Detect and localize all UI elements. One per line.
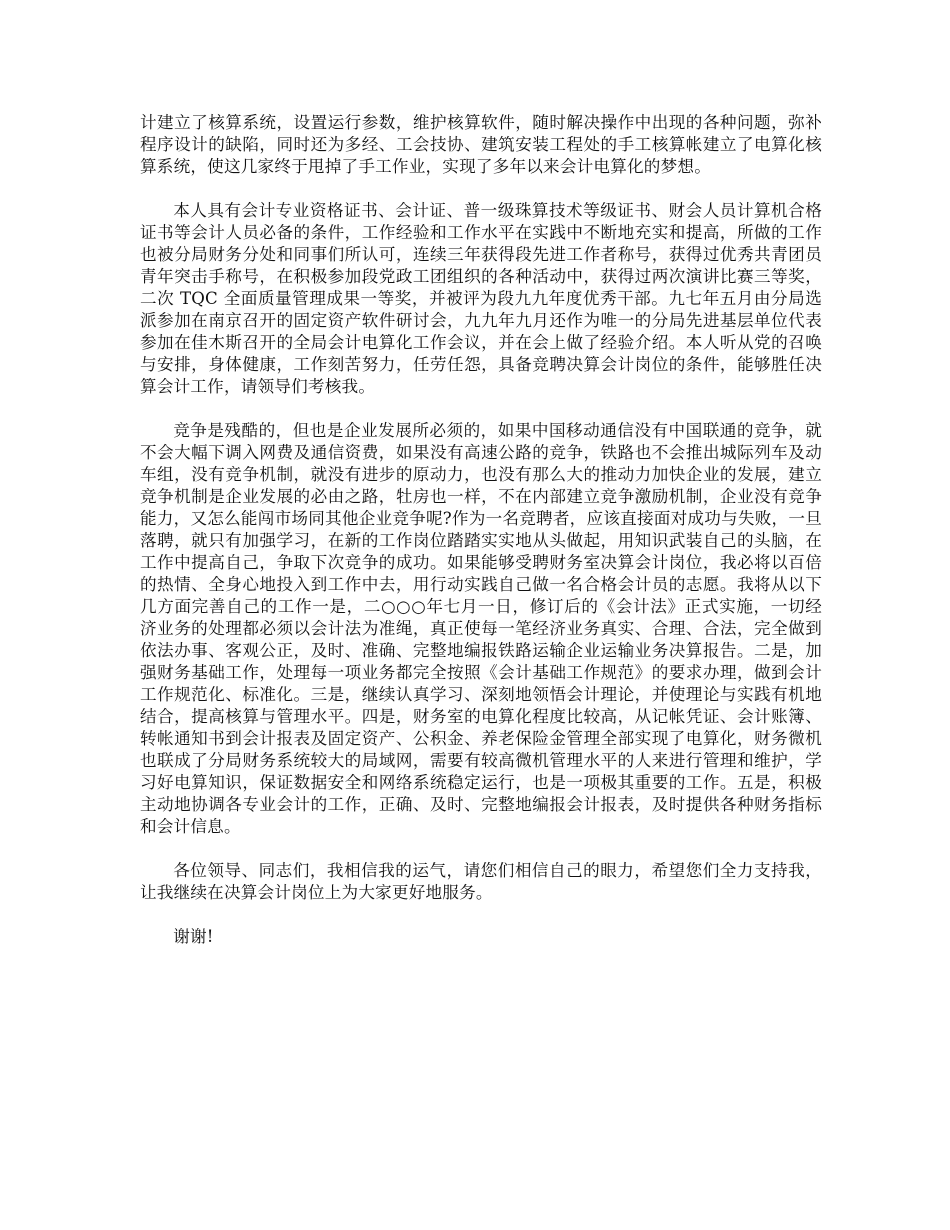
paragraph-qualifications: 本人具有会计专业资格证书、会计证、普一级珠算技术等级证书、财会人员计算机合格证书等会计人员必备的条件，工作经验和工作水平在实践中不断地充实和提高，所做的工作也被分局财务分处和同事们所认可，连续三年获得段先进工作者称号，获得过优秀共青团员青年突击手称号，在积极参加段党政工团组织的各种活动中，获得过两次演讲比赛三等奖，二次 TQC 全面质量管理成果一等奖，并被评为段九九年度优秀干部。九七年五月由分局选派参加在南京召开的固定资产软件研讨会，九九年九月还作为唯一的分局先进基层单位代表参加在佳木斯召开的全局会计电算化工作会议，并在会上做了经验介绍。本人听从党的召唤与安排，身体健康，工作刻苦努力，任劳任怨，具备竞聘决算会计岗位的条件，能够胜任决算会计工作，请领导们考核我。: [140, 201, 822, 396]
paragraph-closing-appeal: 各位领导、同志们，我相信我的运气，请您们相信自己的眼力，希望您们全力支持我，让我继续在决算会计岗位上为大家更好地服务。: [140, 861, 822, 902]
paragraph-continuation: 计建立了核算系统，设置运行参数，维护核算软件，随时解决操作中出现的各种问题，弥补程序设计的缺陷，同时还为多经、工会技协、建筑安装工程处的手工核算帐建立了电算化核算系统，使这几家终于甩掉了手工作业，实现了多年以来会计电算化的梦想。: [140, 113, 822, 176]
paragraph-competition: 竞争是残酷的，但也是企业发展所必须的，如果中国移动通信没有中国联通的竞争，就不会大幅下调入网费及通信资费，如果没有高速公路的竞争，铁路也不会推出城际列车及动车组，没有竞争机制，就没有进步的原动力，也没有那么大的推动力加快企业的发展，建立竞争机制是企业发展的必由之路，牡房也一样，不在内部建立竞争激励机制，企业没有竞争能力，又怎么能闯市场同其他企业竞争呢?作为一名竞聘者，应该直接面对成功与失败，一旦落聘，就只有加强学习，在新的工作岗位踏踏实实地从头做起，用知识武装自己的头脑，在工作中提高自己，争取下次竞争的成功。如果能够受聘财务室决算会计岗位，我必将以百倍的热情、全身心地投入到工作中去，用行动实践自己做一名合格会计员的志愿。我将从以下几方面完善自己的工作一是，二○○○年七月一日，修订后的《会计法》正式实施，一切经济业务的处理都必须以会计法为准绳，真正使每一笔经济业务真实、合理、合法，完全做到依法办事、客观公正，及时、准确、完整地编报铁路运输企业运输业务决算报告。二是，加强财务基础工作，处理每一项业务都完全按照《会计基础工作规范》的要求办理，做到会计工作规范化、标准化。三是，继续认真学习、深刻地领悟会计理论，并使理论与实践有机地结合，提高核算与管理水平。四是，财务室的电算化程度比较高，从记帐凭证、会计账簿、转帐通知书到会计报表及固定资产、公积金、养老保险金管理全部实现了电算化，财务微机也联成了分局财务系统较大的局域网，需要有较高微机管理水平的人来进行管理和维护，学习好电算知识，保证数据安全和网络系统稳定运行，也是一项极其重要的工作。五是，积极主动地协调各专业会计的工作，正确、及时、完整地编报会计报表，及时提供各种财务指标和会计信息。: [140, 421, 822, 836]
document-body: [140, 112, 822, 970]
paragraph-thanks: 谢谢!: [173, 927, 214, 946]
